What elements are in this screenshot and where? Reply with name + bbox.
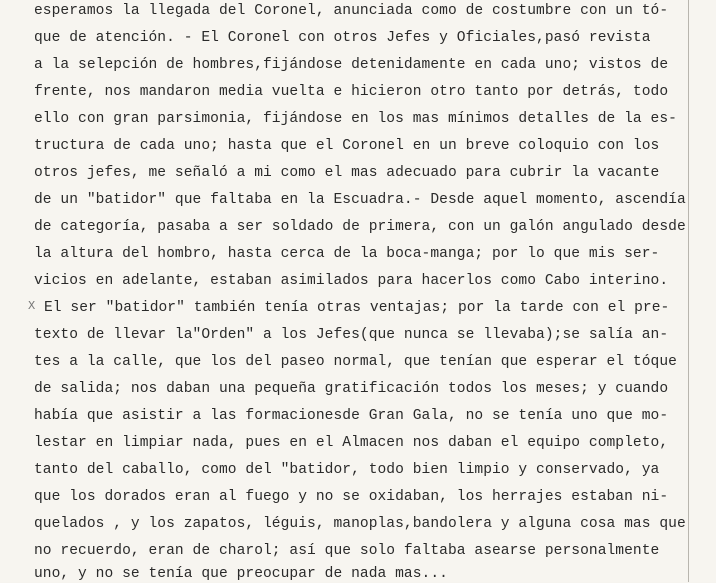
text-line: había que asistir a las formacionesde Gran Gala, no se tenía uno que mo-: [34, 408, 669, 424]
text-line: vicios en adelante, estaban asimilados para hacerlos como Cabo interino.: [34, 273, 669, 289]
text-line: de categoría, pasaba a ser soldado de primera, con un galón angulado desde: [34, 219, 686, 235]
text-line: que los dorados eran al fuego y no se oxidaban, los herrajes estaban ni-: [34, 489, 669, 505]
margin-mark: X: [28, 299, 36, 313]
text-line: uno, y no se tenía que preocupar de nada mas...: [34, 566, 448, 582]
text-line: de salida; nos daban una pequeña gratificación todos los meses; y cuando: [34, 381, 669, 397]
text-line: frente, nos mandaron media vuelta e hicieron otro tanto por detrás, todo: [34, 84, 669, 100]
text-line: quelados , y los zapatos, léguis, manoplas,bandolera y alguna cosa mas que: [34, 516, 686, 532]
right-margin-rule: [688, 0, 689, 582]
text-line: tes a la calle, que los del paseo normal, que tenían que esperar el tóque: [34, 354, 677, 370]
text-line: que de atención. - El Coronel con otros Jefes y Oficiales,pasó revista: [34, 30, 651, 46]
text-line: esperamos la llegada del Coronel, anunciada como de costumbre con un tó-: [34, 3, 669, 19]
text-line: la altura del hombro, hasta cerca de la boca-manga; por lo que mis ser-: [34, 246, 660, 262]
text-line: tructura de cada uno; hasta que el Coronel en un breve coloquio con los: [34, 138, 660, 154]
text-line: no recuerdo, eran de charol; así que solo faltaba asearse personalmente: [34, 543, 660, 559]
text-line: a la selepción de hombres,fijándose detenidamente en cada uno; vistos de: [34, 57, 669, 73]
text-line: El ser "batidor" también tenía otras ventajas; por la tarde con el pre-: [44, 300, 670, 316]
text-line: lestar en limpiar nada, pues en el Almacen nos daban el equipo completo,: [34, 435, 669, 451]
text-line: texto de llevar la"Orden" a los Jefes(que nunca se llevaba);se salía an-: [34, 327, 669, 343]
text-line: ello con gran parsimonia, fijándose en los mas mínimos detalles de la es-: [34, 111, 677, 127]
text-line: tanto del caballo, como del "batidor, todo bien limpio y conservado, ya: [34, 462, 660, 478]
text-line: otros jefes, me señaló a mi como el mas adecuado para cubrir la vacante: [34, 165, 660, 181]
text-line: de un "batidor" que faltaba en la Escuadra.- Desde aquel momento, ascendía: [34, 192, 686, 208]
